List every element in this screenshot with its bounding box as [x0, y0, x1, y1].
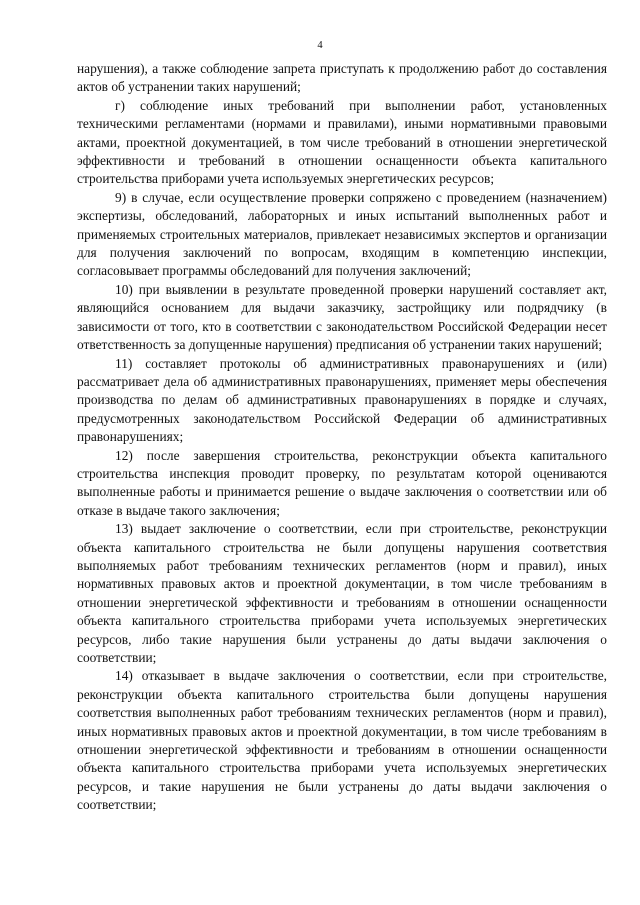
paragraph-item-13: 13) выдает заключение о соответствии, если при строительстве, реконструкции объекта капитального строительства не были допущены нарушения соответствия выполняемых работ требованиям технических регламентов (норм и правил), иных нормативных правовых актов и проектной документации, в том числе требованиям в отношении энергетической эффективности и требованиям в отношении оснащенности объекта капитального строительства приборами учета используемых энергетических ресурсов, либо такие нарушения были устранены до даты выдачи заключения о соответствии;: [77, 521, 607, 665]
paragraph-item-12: 12) после завершения строительства, реконструкции объекта капитального строительства инспекция проводит проверку, по результатам которой оцениваются выполненные работы и принимается решение о выдаче заключения о соответствии или об отказе в выдаче такого заключения;: [77, 447, 607, 518]
document-body: [77, 60, 607, 815]
paragraph-item-11: 11) составляет протоколы об административных правонарушениях и (или) рассматривает дела об административных правонарушениях, применяет меры обеспечения производства по делам об административных правонарушениях в порядке и случаях, предусмотренных законодательством Российской Федерации об административных правонарушениях;: [77, 355, 607, 445]
paragraph-continuation: нарушения), а также соблюдение запрета приступать к продолжению работ до составления актов об устранении таких нарушений;: [77, 61, 607, 95]
paragraph-item-14: 14) отказывает в выдаче заключения о соответствии, если при строительстве, реконструкции объекта капитального строительства были допущены нарушения соответствия выполненных работ требованиям технических регламентов (норм и правил), иных нормативных правовых актов и проектной документации, в том числе требованиям в отношении энергетической эффективности и требованиям в отношении оснащенности объекта капитального строительства приборами учета используемых энергетических ресурсов, и такие нарушения не были устранены до даты выдачи заключения о соответствии;: [77, 668, 607, 813]
page-number: 4: [317, 40, 323, 51]
paragraph-item-10: 10) при выявлении в результате проведенной проверки нарушений составляет акт, являющийся основанием для выдачи заказчику, застройщику или подрядчику (в зависимости от того, кто в соответствии с законодательством Российской Федерации несет ответственность за допущенные нарушения) предписания об устранении таких нарушений;: [77, 281, 607, 353]
paragraph-item-9: 9) в случае, если осуществление проверки сопряжено с проведением (назначением) экспертизы, обследований, лабораторных и иных испытаний выполненных работ и применяемых строительных материалов, привлекает независимых экспертов и организации для получения заключений по вопросам, входящим в компетенцию инспекции, согласовывает программы обследований для получения заключений;: [77, 189, 607, 279]
paragraph-item-g: г) соблюдение иных требований при выполнении работ, установленных техническими регламентами (нормами и правилами), иными нормативными правовыми актами, проектной документацией, в том числе требований в отношении энергетической эффективности и требований в отношении оснащенности объекта капитального строительства приборами учета используемых энергетических ресурсов;: [77, 97, 607, 187]
